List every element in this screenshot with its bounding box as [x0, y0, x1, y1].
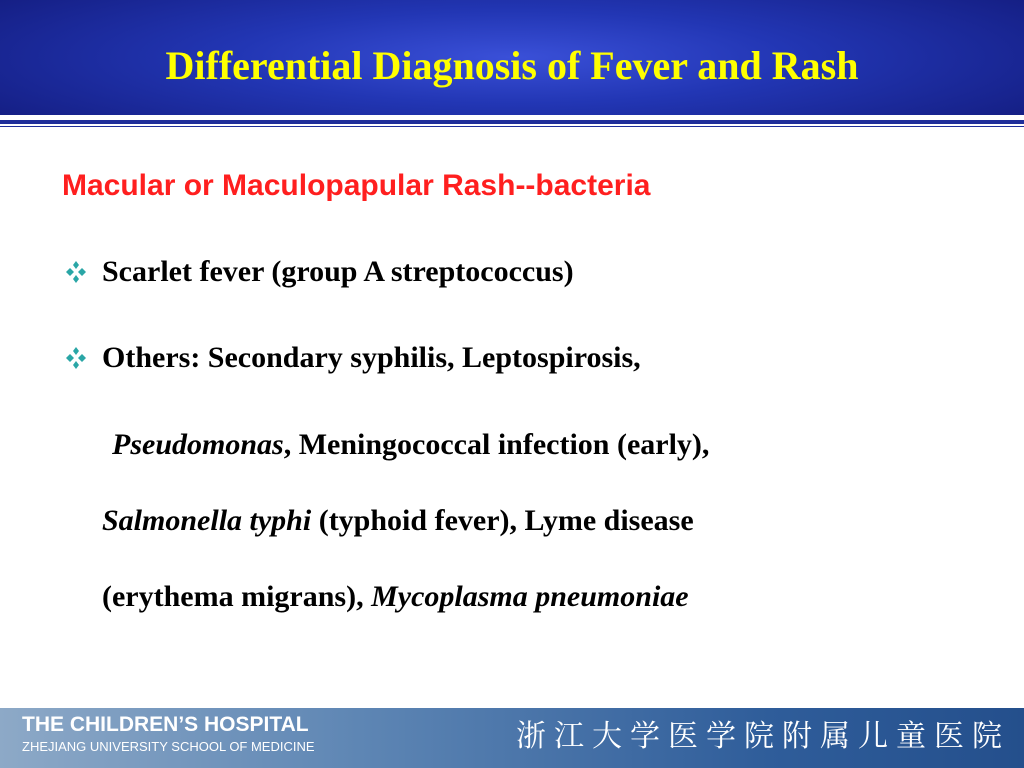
hospital-name-en: THE CHILDREN’S HOSPITAL — [22, 713, 309, 736]
continuation-line-2 — [102, 502, 694, 540]
bullet-text: Others: Secondary syphilis, Leptospirosis, — [102, 341, 641, 374]
bullet-text: Scarlet fever (group A streptococcus) — [102, 255, 574, 288]
footer-banner — [0, 708, 1024, 768]
section-heading: Macular or Maculopapular Rash--bacteria — [62, 169, 651, 202]
pathogen-name: Pseudomonas — [112, 428, 284, 461]
continuation-line-3 — [102, 578, 689, 616]
title-divider-thin — [0, 126, 1024, 127]
slide-title: Differential Diagnosis of Fever and Rash — [165, 43, 859, 88]
pathogen-name: Salmonella typhi — [102, 504, 312, 537]
title-divider-thick — [0, 120, 1024, 124]
continuation-line-1 — [112, 426, 709, 464]
continuation-text: (typhoid fever), Lyme disease — [311, 504, 694, 537]
hospital-name-cn: 浙江大学医学院附属儿童医院 — [516, 719, 1010, 754]
continuation-text: (erythema migrans), — [102, 580, 372, 613]
school-name-en: ZHEJIANG UNIVERSITY SCHOOL OF MEDICINE — [22, 739, 315, 754]
title-bar — [0, 0, 1024, 115]
continuation-text: , Meningococcal infection (early), — [283, 428, 710, 461]
pathogen-name: Mycoplasma pneumoniae — [371, 580, 689, 613]
diamond-bullet-icon — [62, 260, 90, 284]
diamond-bullet-icon — [62, 346, 90, 370]
